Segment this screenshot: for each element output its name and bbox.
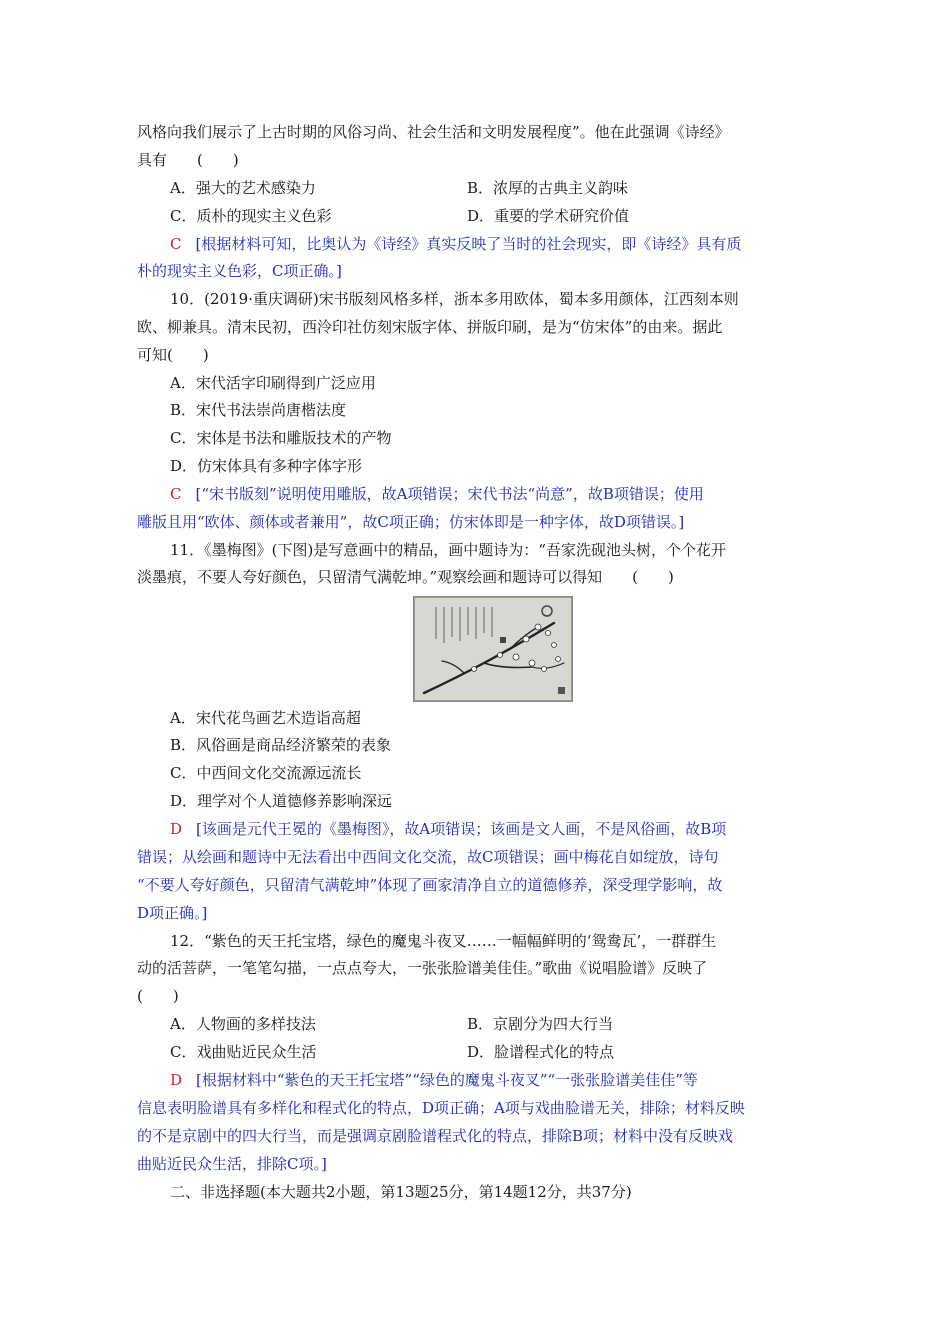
q12-option-c: C．戏曲贴近民众生活 [170,1043,317,1061]
q11-option-c: C．中西间文化交流源远流长 [170,764,362,782]
q9-option-a: A．强大的艺术感染力 [170,179,316,197]
q11-answer-text: 错误；从绘画和题诗中无法看出中西间文化交流，故C项错误；画中梅花自如绽放，诗句 [137,848,719,866]
q12-answer-text: 的不是京剧中的四大行当，而是强调京剧脸谱程式化的特点，排除B项；材料中没有反映戏 [137,1127,734,1145]
q12-option-a: A．人物画的多样技法 [170,1015,316,1033]
q12-stem-line: 12．“紫色的天王托宝塔，绿色的魔鬼斗夜叉……一幅幅鲜明的‘鸳鸯瓦’，一群群生 [170,932,717,950]
section-heading: 二、非选择题(本大题共2小题，第13题25分，第14题12分，共37分) [170,1183,632,1201]
q12-option-d: D．脸谱程式化的特点 [467,1043,615,1061]
q11-answer-text: “不要人夸好颜色，只留清气满乾坤”体现了画家清净自立的道德修养，深受理学影响，故 [137,876,723,894]
q10-stem-line: 欧、柳兼具。清末民初，西泠印社仿刻宋版字体、拼版印刷，是为“仿宋体”的由来。据此 [137,318,723,336]
q11-answer-text: D项正确。] [137,904,208,922]
q11-option-a: A．宋代花鸟画艺术造诣高超 [170,709,361,727]
q11-option-b: B．风俗画是商品经济繁荣的表象 [170,736,392,754]
q10-answer-text: [“宋书版刻”说明使用雕版，故A项错误；宋代书法“尚意”，故B项错误；使用 [195,485,704,503]
q10-option-b: B．宋代书法崇尚唐楷法度 [170,401,347,419]
q9-stem-line: 风格向我们展示了上古时期的风俗习尚、社会生活和文明发展程度”。他在此强调《诗经》 [137,123,730,141]
q9-answer [170,234,741,254]
q12-stem-line: 动的活菩萨，一笔笔勾描，一点点夸大，一张张脸谱美佳佳。”歌曲《说唱脸谱》反映了 [137,959,708,977]
q11-option-d: D．理学对个人道德修养影响深远 [170,792,393,810]
q12-answer-key: D [170,1071,183,1089]
q9-answer-text: 朴的现实主义色彩，C项正确。] [137,262,342,280]
q10-answer-key: C [170,485,182,503]
q10-answer [170,484,704,504]
q10-option-a: A．宋代活字印刷得到广泛应用 [170,374,376,392]
q12-answer-text: 信息表明脸谱具有多样化和程式化的特点，D项正确；A项与戏曲脸谱无关，排除；材料反映 [137,1099,745,1117]
q11-answer [170,819,726,839]
q9-option-c: C．质朴的现实主义色彩 [170,207,332,225]
q10-stem-line: 10．(2019·重庆调研)宋书版刻风格多样，浙本多用欧体，蜀本多用颜体，江西刻本则 [170,290,739,308]
q9-answer-text: [根据材料可知，比奥认为《诗经》真实反映了当时的社会现实，即《诗经》具有质 [195,235,742,253]
q9-stem-line: 具有 ( ) [137,151,239,169]
q10-stem-line: 可知( ) [137,346,209,364]
q12-answer-text: [根据材料中“紫色的天王托宝塔”“绿色的魔鬼斗夜叉”“一张张脸谱美佳佳”等 [196,1071,698,1089]
q11-answer-text: [该画是元代王冕的《墨梅图》，故A项错误；该画是文人画，不是风俗画，故B项 [196,820,727,838]
q12-option-b: B．京剧分为四大行当 [467,1015,614,1033]
q10-option-c: C．宋体是书法和雕版技术的产物 [170,429,392,447]
q11-answer-key: D [170,820,183,838]
q12-stem-line: ( ) [137,987,179,1005]
ink-plum-painting-image [413,596,573,702]
q9-option-d: D．重要的学术研究价值 [467,207,630,225]
q10-answer-text: 雕版且用“欧体、颜体或者兼用”，故C项正确；仿宋体即是一种字体，故D项错误。] [137,513,685,531]
q11-stem-line: 11．《墨梅图》(下图)是写意画中的精品，画中题诗为：“吾家洗砚池头树，个个花开 [170,541,726,559]
q12-answer [170,1070,698,1090]
q11-stem-line: 淡墨痕，不要人夸好颜色，只留清气满乾坤。”观察绘画和题诗可以得知 ( ) [137,568,674,586]
q9-option-b: B．浓厚的古典主义韵味 [467,179,629,197]
q12-answer-text: 曲贴近民众生活，排除C项。] [137,1155,327,1173]
q9-answer-key: C [170,235,182,253]
q10-option-d: D．仿宋体具有多种字体字形 [170,457,363,475]
